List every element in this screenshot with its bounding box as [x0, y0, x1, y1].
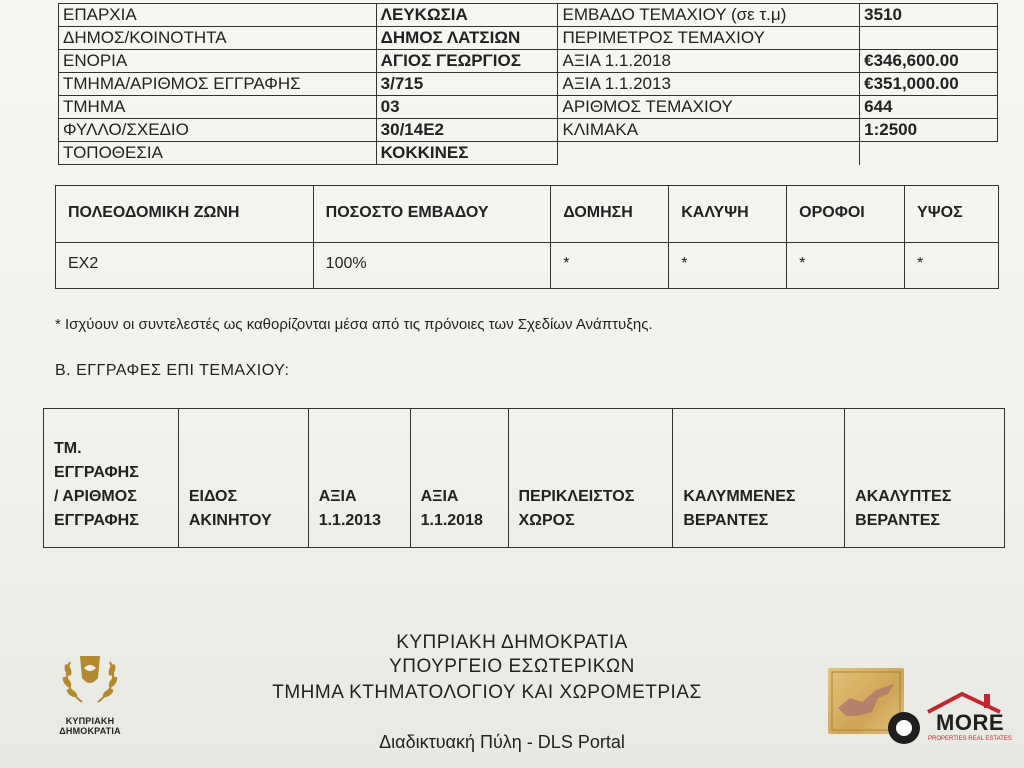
- entries-header-cell: [410, 409, 508, 548]
- zone-header-cell: ΠΟΛΕΟΔΟΜΙΚΗ ΖΩΝΗ: [56, 186, 314, 243]
- entries-header-line: ΑΚΙΝΗΤΟΥ: [188, 512, 272, 529]
- info-label: ΤΜΗΜΑ: [59, 96, 377, 119]
- info-value: [860, 142, 998, 165]
- info-label: ΕΝΟΡΙΑ: [59, 50, 377, 73]
- zone-value-cell: *: [669, 242, 787, 288]
- zone-header-cell: ΟΡΟΦΟΙ: [787, 186, 905, 243]
- parcel-info-table: [58, 3, 998, 165]
- zone-value-cell: ΕΧ2: [56, 242, 314, 288]
- entries-header-line: 1.1.2018: [420, 512, 483, 529]
- entries-header-line: ΒΕΡΑΝΤΕΣ: [855, 512, 941, 529]
- info-label: ΔΗΜΟΣ/ΚΟΙΝΟΤΗΤΑ: [59, 27, 377, 50]
- info-label: [558, 142, 860, 165]
- entries-header-row: [44, 409, 1005, 548]
- entries-header-line: 1.1.2013: [318, 512, 381, 529]
- zone-header-cell: ΥΨΟΣ: [905, 186, 999, 243]
- info-row: [59, 96, 998, 119]
- entries-header-line: ΚΑΛΥΜΜΕΝΕΣ: [683, 488, 796, 505]
- entries-header-cell: [845, 409, 1005, 548]
- coefficients-note: * Ισχύουν οι συντελεστές ως καθορίζονται μέσα από τις πρόνοιες των Σχεδίων Ανάπτυξης.: [55, 316, 653, 333]
- footer-republic: ΚΥΠΡΙΑΚΗ ΔΗΜΟΚΡΑΤΙΑ: [396, 632, 628, 653]
- entries-header-line: ΤΜ.: [54, 440, 82, 457]
- entries-table: [43, 408, 1005, 548]
- logo-name: MORE: [936, 710, 1004, 735]
- info-row: [59, 27, 998, 50]
- info-label: ΕΜΒΑΔΟ ΤΕΜΑΧΙΟΥ (σε τ.μ): [558, 4, 860, 27]
- entries-header-cell: [508, 409, 673, 548]
- info-value: ΚΟΚΚΙΝΕΣ: [376, 142, 558, 165]
- info-row: [59, 119, 998, 142]
- zone-header-row: [56, 186, 999, 243]
- zone-data-row: [56, 242, 999, 288]
- info-label: ΑΞΙΑ 1.1.2013: [558, 73, 860, 96]
- info-value: ΔΗΜΟΣ ΛΑΤΣΙΩΝ: [376, 27, 558, 50]
- entries-header-line: ΑΞΙΑ: [318, 488, 357, 505]
- info-label: ΚΛΙΜΑΚΑ: [558, 119, 860, 142]
- zone-header-cell: ΚΑΛΥΨΗ: [669, 186, 787, 243]
- footer-portal: Διαδικτυακή Πύλη - DLS Portal: [379, 732, 625, 752]
- entries-header-line: ΒΕΡΑΝΤΕΣ: [683, 512, 769, 529]
- info-value: 03: [376, 96, 558, 119]
- info-value: €346,600.00: [860, 50, 998, 73]
- info-label: ΤΜΗΜΑ/ΑΡΙΘΜΟΣ ΕΓΓΡΑΦΗΣ: [59, 73, 377, 96]
- info-value: 1:2500: [860, 119, 998, 142]
- info-label: ΕΠΑΡΧΙΑ: [59, 4, 377, 27]
- info-row: [59, 142, 998, 165]
- emblem-caption: ΚΥΠΡΙΑΚΗ ΔΗΜΟΚΡΑΤΙΑ: [59, 716, 121, 736]
- footer-ministry: ΥΠΟΥΡΓΕΙΟ ΕΣΩΤΕΡΙΚΩΝ: [389, 656, 635, 677]
- entries-header-line: / ΑΡΙΘΜΟΣ: [54, 488, 137, 505]
- info-value: €351,000.00: [860, 73, 998, 96]
- zone-value-cell: *: [551, 242, 669, 288]
- cyprus-emblem: [58, 648, 122, 710]
- zone-header-cell: ΔΟΜΗΣΗ: [551, 186, 669, 243]
- info-label: ΑΡΙΘΜΟΣ ΤΕΜΑΧΙΟΥ: [558, 96, 860, 119]
- entries-header-cell: [308, 409, 410, 548]
- info-label: ΑΞΙΑ 1.1.2018: [558, 50, 860, 73]
- entries-header-line: ΕΙΔΟΣ: [188, 488, 238, 505]
- entries-header-line: ΕΓΓΡΑΦΗΣ: [54, 464, 139, 481]
- entries-header-line: ΑΚΑΛΥΠΤΕΣ: [855, 488, 952, 505]
- planning-zone-table: [55, 185, 999, 289]
- entries-header-cell: [44, 409, 179, 548]
- info-label: ΠΕΡΙΜΕΤΡΟΣ ΤΕΜΑΧΙΟΥ: [558, 27, 860, 50]
- entries-header-line: ΑΞΙΑ: [420, 488, 459, 505]
- info-value: 3/715: [376, 73, 558, 96]
- info-value: 644: [860, 96, 998, 119]
- entries-header-cell: [178, 409, 308, 548]
- zone-value-cell: *: [787, 242, 905, 288]
- info-row: [59, 50, 998, 73]
- entries-header-line: ΕΓΓΡΑΦΗΣ: [54, 512, 139, 529]
- zone-value-cell: *: [905, 242, 999, 288]
- section-b-title: Β. ΕΓΓΡΑΦΕΣ ΕΠΙ ΤΕΜΑΧΙΟΥ:: [55, 362, 290, 379]
- entries-header-line: ΧΩΡΟΣ: [518, 512, 575, 529]
- footer-department: ΤΜΗΜΑ ΚΤΗΜΑΤΟΛΟΓΙΟΥ ΚΑΙ ΧΩΡΟΜΕΤΡΙΑΣ: [272, 682, 702, 703]
- zone-header-cell: ΠΟΣΟΣΤΟ ΕΜΒΑΔΟΥ: [313, 186, 551, 243]
- info-value: ΑΓΙΟΣ ΓΕΩΡΓΙΟΣ: [376, 50, 558, 73]
- zone-value-cell: 100%: [313, 242, 551, 288]
- dove-olive-emblem-icon: [58, 648, 122, 710]
- info-value: [860, 27, 998, 50]
- info-value: 30/14E2: [376, 119, 558, 142]
- logo-tagline: PROPERTIES REAL ESTATES: [928, 736, 1012, 742]
- entries-header-cell: [673, 409, 845, 548]
- more-properties-logo: [884, 686, 1022, 756]
- info-row: [59, 4, 998, 27]
- info-value: 3510: [860, 4, 998, 27]
- entries-header-line: ΠΕΡΙΚΛΕΙΣΤΟΣ: [518, 488, 635, 505]
- info-label: ΦΥΛΛΟ/ΣΧΕΔΙΟ: [59, 119, 377, 142]
- info-row: [59, 73, 998, 96]
- info-value: ΛΕΥΚΩΣΙΑ: [376, 4, 558, 27]
- info-label: ΤΟΠΟΘΕΣΙΑ: [59, 142, 377, 165]
